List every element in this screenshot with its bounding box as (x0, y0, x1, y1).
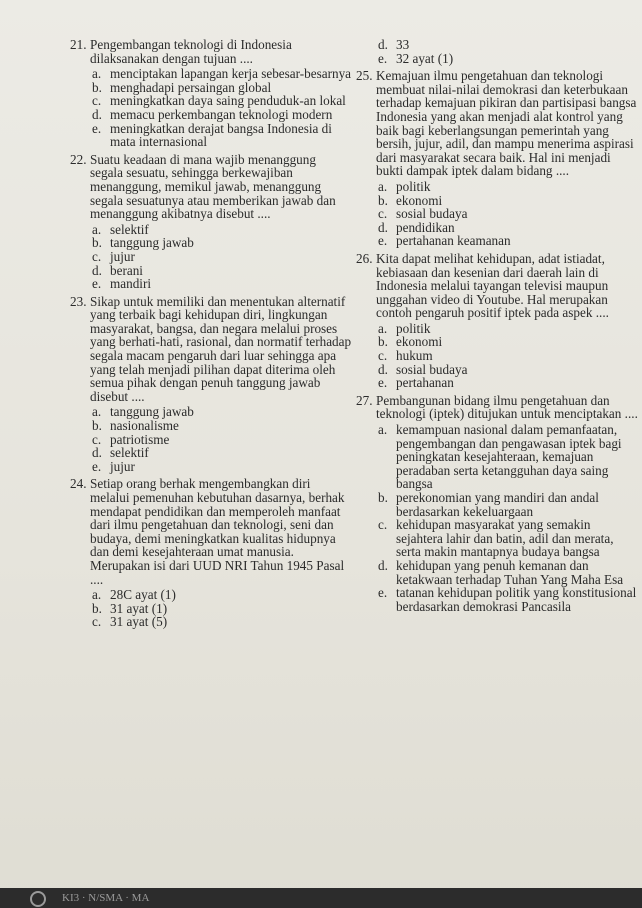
option (378, 423, 638, 491)
question-text: Kita dapat melihat kehidupan, adat istiadat, kebiasaan dan kesenian dari daerah lain di Indonesia melalui tayangan televisi maupun unggahan video di Youtube. Hal merupakan contoh pengaruh positif iptek pada aspek .... (376, 250, 609, 321)
option-text: pertahanan (396, 375, 454, 391)
option-letter: a. (92, 221, 102, 237)
option-text: selektif (110, 445, 149, 461)
option (92, 108, 352, 122)
option-letter: b. (92, 235, 102, 251)
option-text: kehidupan yang penuh kemanan dan ketakwaan terhadap Tuhan Yang Maha Esa (396, 557, 624, 587)
option-text: meningkatkan derajat bangsa Indonesia di mata internasional (110, 120, 332, 150)
question-text: Kemajuan ilmu pengetahuan dan teknologi membuat nilai-nilai demokrasi dan keterbukaan terhadap kemajuan pikiran dan partisipasi bangsa Indonesia yang akan menjadi alat kontrol yang baik bagi keberlangsungan pemerintah yang bersih, jujur, adil, dan mampu menerima aspirasi dari masyarakat secara baik. Hal ini menjadi bukti dampak iptek dalam bidang .... (376, 68, 637, 179)
option (378, 518, 638, 559)
question-22 (70, 153, 352, 221)
option-text: hukum (396, 348, 433, 364)
question-number: 25. (356, 68, 373, 84)
option-text: nasionalisme (110, 418, 179, 434)
option-letter: a. (92, 404, 102, 420)
option-text: tatanan kehidupan politik yang konstitusional berdasarkan demokrasi Pancasila (396, 585, 637, 614)
circle-icon (30, 891, 46, 907)
option (378, 559, 638, 586)
question-24 (70, 477, 352, 586)
option-letter: c. (378, 348, 388, 364)
option-letter: c. (92, 248, 102, 264)
option-text: 33 (396, 37, 410, 52)
option-text: jujur (110, 248, 135, 264)
option-text: pendidikan (396, 219, 455, 235)
option (92, 446, 352, 460)
question-23 (70, 295, 352, 404)
option-text: tanggung jawab (110, 404, 194, 420)
option-letter: a. (92, 587, 102, 603)
page-footer (0, 888, 642, 908)
option-text: kemampuan nasional dalam pemanfaatan, pengembangan dan pengawasan iptek bagi peningkatan kesejahteraan, kemajuan peradaban serta ketangguhan daya saing bangsa (396, 422, 622, 492)
option (92, 67, 352, 81)
question-text: Pengembangan teknologi di Indonesia dilaksanakan dengan tujuan .... (90, 37, 292, 66)
option-letter: c. (92, 93, 102, 109)
footer-text: KI3 · N/SMA · MA (62, 892, 150, 904)
option (92, 81, 352, 95)
option (378, 335, 638, 349)
option-letter: c. (378, 517, 388, 533)
option-letter: a. (378, 320, 388, 336)
option-text: politik (396, 320, 431, 336)
option-text: ekonomi (396, 334, 443, 350)
option-letter: d. (378, 37, 388, 52)
option (378, 207, 638, 221)
option (92, 94, 352, 108)
option (92, 264, 352, 278)
option-letter: b. (378, 490, 388, 505)
option-text: sosial budaya (396, 206, 468, 222)
option-letter: a. (92, 66, 102, 82)
option (378, 180, 638, 194)
option (92, 588, 352, 602)
option-letter: d. (378, 557, 388, 573)
option-text: sosial budaya (396, 361, 468, 377)
option (92, 419, 352, 433)
option-text: selektif (110, 221, 149, 237)
option-letter: b. (378, 334, 388, 350)
option (378, 363, 638, 377)
option-text: 28C ayat (1) (110, 587, 176, 603)
option-text: memacu perkembangan teknologi modern (110, 106, 333, 122)
option-letter: b. (92, 418, 102, 434)
option (378, 52, 638, 66)
option (378, 221, 638, 235)
option (92, 615, 352, 629)
question-25 (356, 69, 638, 178)
option-letter: e. (378, 585, 388, 601)
option-text: meningkatkan daya saing penduduk-an lokal (110, 93, 346, 109)
option-text: menciptakan lapangan kerja sebesar-besarnya (110, 66, 352, 82)
question-number: 24. (70, 476, 87, 492)
option-letter: e. (92, 120, 102, 136)
option-text: 31 ayat (5) (110, 614, 168, 630)
option-letter: d. (378, 219, 388, 235)
option (378, 194, 638, 208)
option (378, 38, 638, 52)
option-letter: d. (378, 361, 388, 377)
option-letter: d. (92, 106, 102, 122)
option-text: mandiri (110, 276, 152, 292)
question-text: Pembangunan bidang ilmu pengetahuan dan teknologi (iptek) ditujukan untuk menciptakan .... (376, 392, 638, 422)
option-text: 32 ayat (1) (396, 50, 454, 66)
question-21 (70, 38, 352, 65)
option (378, 322, 638, 336)
option (378, 349, 638, 363)
question-text: Setiap orang berhak mengembangkan diri melalui pemenuhan kebutuhan dasarnya, berhak mendapat pendidikan dan memperoleh manfaat dari ilmu pengetahuan dan teknologi, seni dan budaya, demi meningkatkan kualitas hidupnya dan demi kesejahteraan umat manusia. Merupakan isi dari UUD NRI Tahun 1945 Pasal .... (90, 476, 345, 587)
left-column (70, 38, 352, 629)
question-number: 21. (70, 37, 87, 52)
question-text: Suatu keadaan di mana wajib menanggung segala sesuatu, sehingga berkewajiban menanggung, memikul jawab, menanggung segala sesuatunya atau memberikan jawab dan menanggung akibatnya disebut .... (90, 151, 336, 222)
option (92, 433, 352, 447)
right-column (356, 38, 638, 613)
option-letter: b. (92, 600, 102, 616)
option-letter: c. (92, 431, 102, 447)
question-number: 22. (70, 151, 87, 167)
option-text: patriotisme (110, 431, 170, 447)
option (92, 250, 352, 264)
option (92, 223, 352, 237)
option-letter: e. (378, 233, 388, 249)
option-letter: d. (92, 262, 102, 278)
option-letter: e. (92, 458, 102, 474)
option-text: kehidupan masyarakat yang semakin sejahtera lahir dan batin, adil dan merata, serta makin mantapnya budaya bangsa (396, 517, 614, 560)
option (92, 602, 352, 616)
option-letter: b. (378, 192, 388, 208)
option-letter: d. (92, 445, 102, 461)
option-letter: a. (378, 178, 388, 194)
option-text: jujur (110, 458, 135, 474)
option-text: menghadapi persaingan global (110, 79, 272, 95)
option (92, 460, 352, 474)
option-text: berani (110, 262, 143, 278)
option-letter: b. (92, 79, 102, 95)
option-text: tanggung jawab (110, 235, 194, 251)
question-26 (356, 252, 638, 320)
option-letter: a. (378, 422, 388, 438)
option (92, 277, 352, 291)
question-number: 26. (356, 250, 373, 266)
option-letter: c. (92, 614, 102, 630)
option-text: pertahanan keamanan (396, 233, 511, 249)
option (92, 405, 352, 419)
option (378, 376, 638, 390)
option (378, 586, 638, 613)
option (92, 236, 352, 250)
option-letter: e. (378, 50, 388, 66)
question-text: Sikap untuk memiliki dan menentukan alternatif yang terbaik bagi kehidupan diri, lingkungan masyarakat, bangsa, dan negara melalui proses yang berhati-hati, rasional, dan normatif terhadap segala macam pengaruh dari luar sehingga apa yang telah menjadi pilihan dapat diterima oleh semua pihak dengan penuh tanggung jawab disebut .... (90, 293, 352, 404)
option-text: politik (396, 178, 431, 194)
option-text: 31 ayat (1) (110, 600, 168, 616)
question-number: 23. (70, 293, 87, 309)
option (378, 234, 638, 248)
option-letter: c. (378, 206, 388, 222)
option-text: ekonomi (396, 192, 443, 208)
option-letter: e. (378, 375, 388, 391)
option (378, 491, 638, 518)
option-letter: e. (92, 276, 102, 292)
option (92, 122, 352, 149)
option-text: perekonomian yang mandiri dan andal berdasarkan kekeluargaan (396, 490, 599, 519)
question-number: 27. (356, 392, 373, 408)
question-27 (356, 394, 638, 421)
